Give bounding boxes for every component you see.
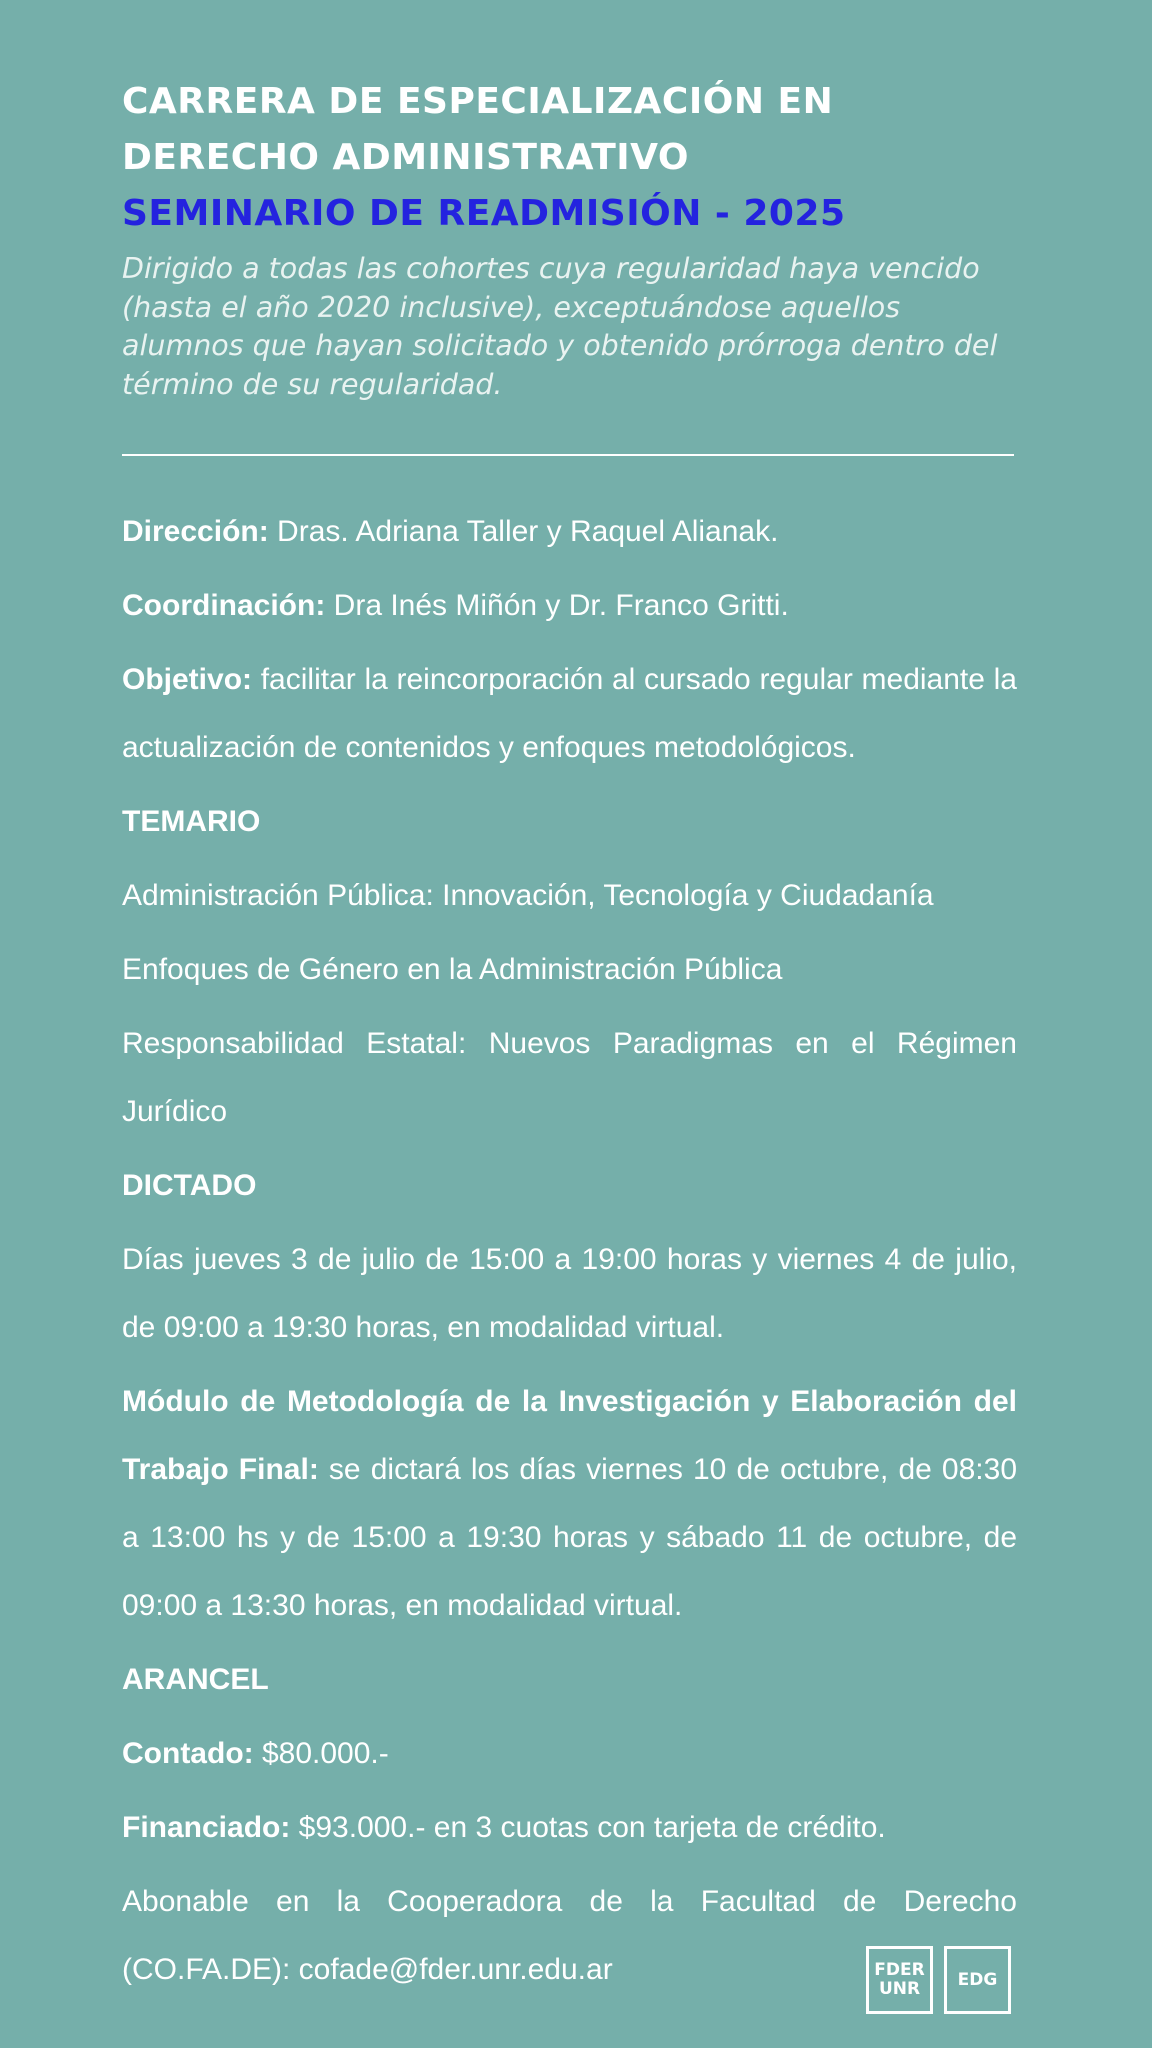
temario-heading: TEMARIO [122, 805, 261, 838]
coordinacion-text: Dra Inés Miñón y Dr. Franco Gritti. [325, 589, 789, 622]
objetivo-label: Objetivo: [122, 663, 253, 696]
temario-item: Administración Pública: Innovación, Tecnología y Ciudadanía [122, 879, 934, 912]
coordinacion-paragraph [122, 572, 1017, 640]
temario-item: Enfoques de Género en la Administración Pública [122, 953, 783, 986]
contado-paragraph [122, 1720, 1017, 1788]
coordinacion-label: Coordinación: [122, 589, 326, 622]
modulo-paragraph [122, 1368, 1017, 1640]
modulo-text: se dictará los días viernes 10 de octubre, de 08:30 a 13:00 hs y de 15:00 a 19:30 horas y sábado 11 de octubre, de 09:00 a 13:30 horas, en modalidad virtual. [122, 1453, 1018, 1622]
seminar-title: SEMINARIO DE READMISIÓN - 2025 [122, 193, 846, 234]
flyer-header [122, 74, 1022, 404]
program-title-line-1: CARRERA DE ESPECIALIZACIÓN EN [122, 81, 834, 122]
financiado-label: Financiado: [122, 1811, 291, 1844]
direccion-text: Dras. Adriana Taller y Raquel Alianak. [268, 515, 779, 548]
dictado-paragraph: Días jueves 3 de julio de 15:00 a 19:00 horas y viernes 4 de julio, de 09:00 a 19:30 horas, en modalidad virtual. [122, 1243, 1017, 1344]
fder-unr-logo [866, 1946, 933, 2014]
objetivo-text: facilitar la reincorporación al cursado regular mediante la actualización de contenidos y enfoques metodológicos. [122, 663, 1017, 764]
flyer-body [122, 498, 1017, 2004]
objetivo-paragraph [122, 646, 1017, 782]
direccion-label: Dirección: [122, 515, 269, 548]
temario-item: Responsabilidad Estatal: Nuevos Paradigmas en el Régimen Jurídico [122, 1027, 1017, 1128]
dictado-heading: DICTADO [122, 1169, 257, 1202]
modulo-label: Módulo de Metodología de la Investigación y Elaboración del Trabajo Final: [122, 1385, 1017, 1486]
contado-label: Contado: [122, 1737, 254, 1770]
fder-logo-line-1: FDER [874, 1960, 925, 1980]
header-divider [122, 454, 1014, 456]
fder-logo-line-2: UNR [878, 1979, 921, 1999]
program-title-line-2: DERECHO ADMINISTRATIVO [122, 137, 690, 178]
contado-price: $80.000.- [253, 1737, 389, 1770]
edg-logo-text: EDG [957, 1970, 998, 1990]
arancel-heading: ARANCEL [122, 1663, 269, 1696]
abonable-paragraph: Abonable en la Cooperadora de la Facultad de Derecho (CO.FA.DE): cofade@fder.unr.edu.ar [122, 1885, 1017, 1986]
audience-subtitle: Dirigido a todas las cohortes cuya regularidad haya vencido (hasta el año 2020 inclusive), exceptuándose aquellos alumnos que hayan solicitado y obtenido prórroga dentro del término de su regularidad. [122, 252, 998, 401]
financiado-price: $93.000.- en 3 cuotas con tarjeta de crédito. [290, 1811, 886, 1844]
financiado-paragraph [122, 1794, 1017, 1862]
institution-logos [866, 1946, 1011, 2014]
direccion-paragraph [122, 498, 1017, 566]
edg-logo [944, 1946, 1011, 2014]
